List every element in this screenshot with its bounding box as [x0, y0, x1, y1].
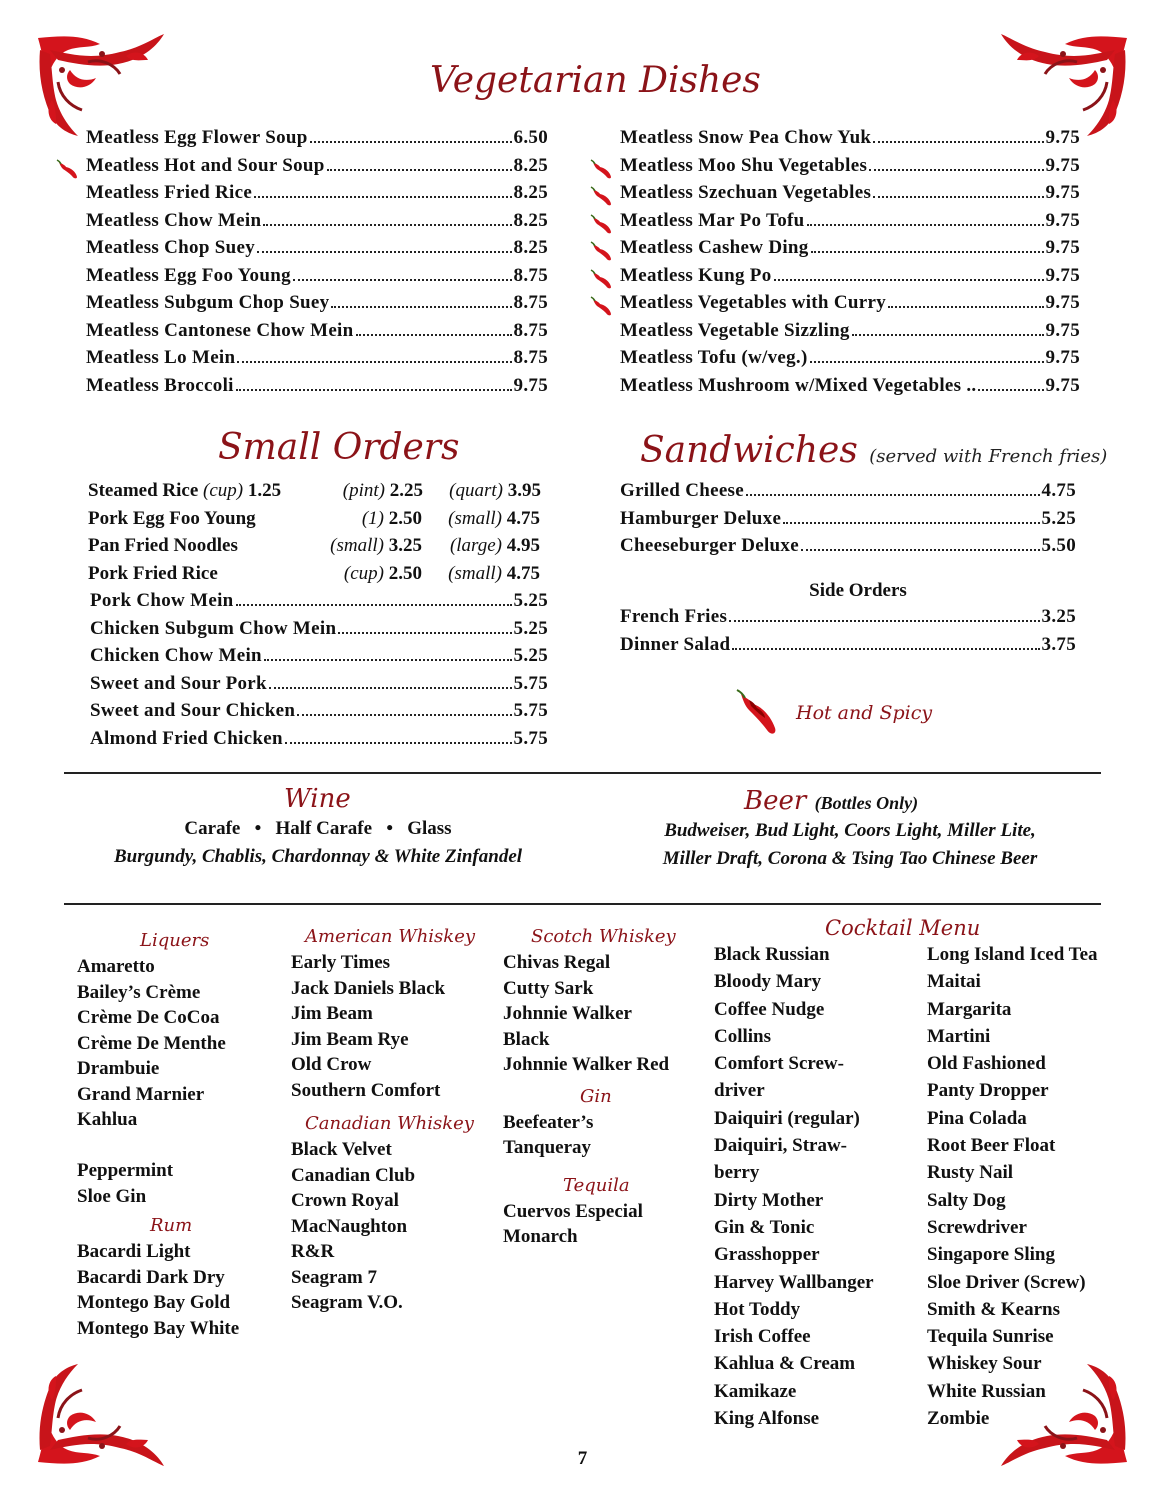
- drink-item: Jim Beam: [291, 1003, 373, 1024]
- menu-item-name-text: Steamed Rice: [88, 480, 199, 501]
- menu-item-row: [86, 127, 548, 155]
- menu-item-row: [86, 210, 548, 238]
- drink-item: Black Velvet: [291, 1139, 392, 1160]
- menu-item-price: 5.75: [513, 727, 548, 749]
- wine-sizes: [140, 818, 496, 840]
- size-price-cell: [423, 480, 541, 502]
- menu-item-price: 8.25: [513, 237, 548, 258]
- american-whiskey-list: [291, 952, 491, 1105]
- sandwiches-heading: [640, 430, 1107, 471]
- drink-item: Daiquiri, Straw-: [714, 1135, 847, 1157]
- menu-item-name: [88, 535, 284, 557]
- size-price-cell: [284, 508, 422, 530]
- drink-item: Bloody Mary: [714, 971, 822, 993]
- menu-item-name: Meatless Vegetable Sizzling: [620, 319, 850, 341]
- beer-heading: [744, 786, 918, 816]
- drink-item: Comfort Screw-: [714, 1053, 844, 1075]
- dot-leader: [746, 494, 1040, 496]
- menu-item-row: [86, 292, 548, 320]
- wine-varieties: Burgundy, Chablis, Chardonnay & White Zinfandel: [113, 846, 523, 867]
- chili-pepper-icon: [590, 269, 614, 289]
- sandwiches-title: Sandwiches: [640, 430, 858, 471]
- drink-item: Bacardi Dark Dry: [77, 1266, 225, 1288]
- menu-item-name: Meatless Broccoli: [86, 374, 234, 396]
- dot-leader: [356, 334, 512, 336]
- scotch-gin-tequila-column: [503, 922, 703, 1252]
- dot-leader: [264, 659, 512, 661]
- menu-item-price: 9.75: [1045, 264, 1080, 286]
- dot-leader: [237, 361, 511, 363]
- chili-pepper-icon: [590, 186, 614, 206]
- size-price: 2.50: [388, 507, 422, 529]
- menu-item-row: [620, 634, 1076, 662]
- drink-item: Sloe Gin: [77, 1185, 147, 1207]
- dot-leader: [888, 306, 1044, 308]
- drink-item: Drambuie: [77, 1058, 160, 1079]
- menu-item-price: 3.75: [1041, 633, 1076, 655]
- dot-leader: [732, 648, 1039, 650]
- menu-item-price: 9.75: [1045, 237, 1080, 258]
- menu-item-price: 9.75: [1045, 209, 1080, 231]
- menu-item-price: 5.25: [513, 590, 548, 611]
- drink-item: Cuervos Especial: [503, 1200, 643, 1222]
- size-price-cell: [285, 480, 423, 502]
- vegetarian-list-left: [86, 127, 548, 402]
- drink-item: Zombie: [927, 1408, 990, 1430]
- beer-list-line-1: Budweiser, Bud Light, Coors Light, Miller Lite,: [664, 820, 1036, 841]
- gin-list: [503, 1112, 703, 1163]
- wine-size-half-carafe: Half Carafe: [275, 818, 373, 839]
- dot-leader: [873, 141, 1043, 143]
- drink-item: MacNaughton: [291, 1215, 408, 1237]
- dot-leader: [285, 742, 512, 744]
- dot-leader: [801, 549, 1040, 551]
- size-label: (small): [448, 507, 502, 529]
- menu-item-row: [86, 155, 548, 183]
- drink-item: Smith & Kearns: [927, 1298, 1060, 1320]
- menu-item-name: Pork Chow Mein: [90, 590, 234, 611]
- menu-item-row: [86, 265, 548, 293]
- menu-item-name: [88, 480, 285, 502]
- drink-item: Chivas Regal: [503, 952, 611, 973]
- drink-item: Dirty Mother: [714, 1189, 824, 1211]
- menu-item-name: Sweet and Sour Chicken: [90, 700, 296, 721]
- menu-item-name: Chicken Chow Mein: [90, 645, 262, 666]
- menu-item-name: Meatless Subgum Chop Suey: [86, 292, 330, 313]
- drink-item: White Russian: [927, 1380, 1046, 1402]
- chili-pepper-icon: [590, 214, 614, 234]
- dot-leader: [263, 224, 511, 226]
- drink-item: Seagram V.O.: [291, 1292, 403, 1313]
- liqueurs-rum-column: [77, 926, 287, 1343]
- menu-item-price: 8.25: [513, 182, 548, 203]
- size-label: (small): [448, 562, 502, 584]
- drink-item: Canadian Club: [291, 1164, 416, 1186]
- menu-item-row: [620, 182, 1080, 210]
- drink-item: Whiskey Sour: [927, 1353, 1042, 1375]
- small-orders-list: [90, 590, 548, 755]
- menu-item-row: [90, 590, 548, 618]
- menu-item-name: Meatless Moo Shu Vegetables: [620, 154, 868, 176]
- drink-item: Montego Bay White: [77, 1317, 240, 1339]
- dot-leader: [257, 251, 512, 253]
- menu-item-row: [620, 127, 1080, 155]
- size-price: 1.25: [247, 480, 282, 501]
- menu-item-price: 5.25: [513, 645, 548, 666]
- small-orders-heading: Small Orders: [218, 427, 460, 468]
- menu-item-name: Meatless Fried Rice: [86, 182, 253, 203]
- menu-item-row: [90, 673, 548, 701]
- drink-item: Cutty Sark: [503, 977, 594, 999]
- size-price-cell: [422, 535, 540, 557]
- menu-item-price: 5.25: [513, 617, 548, 639]
- small-order-row: [88, 480, 548, 508]
- menu-item-name: [88, 563, 284, 585]
- drink-item: Old Crow: [291, 1054, 372, 1075]
- drink-item: Pina Colada: [927, 1107, 1027, 1129]
- beer-list-line-2: Miller Draft, Corona & Tsing Tao Chinese Beer: [662, 848, 1038, 869]
- dot-leader: [783, 522, 1039, 524]
- size-price-cell: [422, 563, 540, 585]
- menu-item-price: 9.75: [1045, 154, 1080, 176]
- menu-item-name: Meatless Kung Po: [620, 264, 772, 286]
- drink-item: Seagram 7: [291, 1266, 378, 1288]
- size-price-cell: [284, 563, 422, 585]
- wine-size-carafe: Carafe: [184, 818, 241, 839]
- drink-item: Crème De CoCoa: [77, 1007, 220, 1028]
- menu-item-row: [90, 645, 548, 673]
- dot-leader: [331, 306, 511, 308]
- drink-item: Margarita: [927, 998, 1012, 1020]
- menu-item-price: 8.75: [513, 264, 548, 286]
- menu-item-price: 9.75: [1045, 374, 1080, 396]
- size-label: (cup): [343, 562, 384, 584]
- menu-item-name-text: Pan Fried Noodles: [88, 535, 238, 556]
- chili-pepper-icon: [590, 159, 614, 179]
- size-price: 4.75: [506, 562, 540, 584]
- menu-item-price: 9.75: [1045, 127, 1080, 148]
- drink-item: Kahlua & Cream: [714, 1353, 856, 1375]
- side-orders-list: [620, 606, 1076, 661]
- scotch-whiskey-heading: Scotch Whiskey: [531, 926, 676, 947]
- menu-item-name-text: Pork Egg Foo Young: [88, 507, 256, 529]
- drink-item: Grand Marnier: [77, 1083, 205, 1105]
- menu-item-row: [90, 700, 548, 728]
- menu-item-name: Chicken Subgum Chow Mein: [90, 617, 337, 639]
- dot-leader: [338, 632, 511, 634]
- size-price-cell: [422, 508, 540, 530]
- menu-item-price: 3.25: [1041, 606, 1076, 627]
- menu-item-row: [620, 535, 1076, 563]
- menu-item-name: Dinner Salad: [620, 633, 731, 655]
- drink-item: Early Times: [291, 952, 391, 973]
- cocktail-list-left: [714, 944, 919, 1435]
- menu-item-row: [620, 480, 1076, 508]
- menu-item-price: 9.75: [1045, 319, 1080, 341]
- wine-heading: Wine: [284, 784, 351, 814]
- size-price: 4.95: [506, 535, 540, 556]
- menu-item-row: [90, 728, 548, 756]
- dot-leader: [774, 279, 1044, 281]
- drink-item: Kamikaze: [714, 1380, 797, 1402]
- menu-item-price: 8.75: [513, 347, 548, 368]
- vegetarian-list-right: [620, 127, 1080, 402]
- floral-corner-ornament-top-left: [30, 30, 170, 140]
- drink-item: Collins: [714, 1025, 772, 1047]
- size-price-cell: [284, 535, 422, 557]
- drink-item: Grasshopper: [714, 1244, 820, 1266]
- size-price: 4.75: [506, 507, 540, 529]
- drink-item: Gin & Tonic: [714, 1216, 815, 1238]
- drink-item: Monarch: [503, 1226, 578, 1247]
- menu-item-name: Almond Fried Chicken: [90, 727, 283, 749]
- menu-item-name: Meatless Lo Mein: [86, 347, 236, 368]
- drink-item: R&R: [291, 1241, 335, 1262]
- menu-item-name: Cheeseburger Deluxe: [620, 535, 799, 556]
- drink-item: Panty Dropper: [927, 1080, 1049, 1102]
- drink-item: Black: [503, 1028, 550, 1050]
- size-price: 2.25: [389, 480, 423, 501]
- drink-item: Salty Dog: [927, 1189, 1006, 1211]
- drink-item: Long Island Iced Tea: [927, 944, 1098, 965]
- dot-leader: [729, 620, 1039, 622]
- dot-leader: [807, 224, 1044, 226]
- menu-item-row: [620, 237, 1080, 265]
- drink-item: Crème De Menthe: [77, 1032, 226, 1054]
- beer-note: (Bottles Only): [814, 793, 919, 813]
- drink-item: Tanqueray: [503, 1137, 591, 1158]
- drink-item: Bailey’s Crème: [77, 981, 201, 1003]
- canadian-whiskey-heading: Canadian Whiskey: [305, 1113, 474, 1134]
- menu-item-price: 9.75: [1045, 182, 1080, 203]
- drink-item: [77, 1135, 287, 1161]
- drink-item: Peppermint: [77, 1160, 174, 1181]
- drink-item: Harvey Wallbanger: [714, 1271, 874, 1293]
- drink-item: Kahlua: [77, 1109, 138, 1130]
- drink-item: Johnnie Walker Red: [503, 1054, 670, 1075]
- menu-item-price: 8.75: [513, 292, 548, 313]
- menu-item-row: [620, 292, 1080, 320]
- menu-item-price: 5.50: [1041, 535, 1076, 556]
- menu-item-price: 8.75: [513, 319, 548, 341]
- drink-item: Martini: [927, 1025, 991, 1047]
- section-divider: [64, 903, 1101, 905]
- menu-item-price: 8.25: [513, 154, 548, 176]
- menu-item-name: Meatless Mar Po Tofu: [620, 209, 805, 231]
- menu-item-row: [86, 347, 548, 375]
- dot-leader: [869, 169, 1043, 171]
- menu-item-price: 9.75: [1045, 347, 1080, 368]
- drink-item: Root Beer Float: [927, 1135, 1056, 1157]
- drink-item: Sloe Driver (Screw): [927, 1271, 1086, 1293]
- drink-item: King Alfonse: [714, 1408, 820, 1430]
- drink-item: Jack Daniels Black: [291, 977, 446, 999]
- menu-item-name: Meatless Vegetables with Curry: [620, 292, 886, 313]
- liqueurs-heading: Liquers: [140, 930, 210, 951]
- menu-item-name: Meatless Cashew Ding: [620, 237, 809, 258]
- menu-item-name: Grilled Cheese: [620, 480, 744, 501]
- menu-item-name: Meatless Mushroom w/Mixed Vegetables ..: [620, 374, 977, 396]
- dot-leader: [236, 604, 512, 606]
- dot-leader: [873, 196, 1043, 198]
- size-price: 3.25: [388, 535, 422, 556]
- size-label: (large): [449, 535, 502, 556]
- size-price: 2.50: [388, 562, 422, 584]
- size-label: (1): [361, 507, 384, 529]
- size-price: 3.95: [507, 480, 541, 501]
- menu-item-price: 8.25: [513, 209, 548, 231]
- drink-item: Coffee Nudge: [714, 998, 825, 1020]
- menu-item-row: [620, 606, 1076, 634]
- menu-item-name: Meatless Snow Pea Chow Yuk: [620, 127, 872, 148]
- menu-item-name-text: Pork Fried Rice: [88, 562, 218, 584]
- dot-leader: [852, 334, 1044, 336]
- rum-list: [77, 1241, 287, 1343]
- menu-item-name: Sweet and Sour Pork: [90, 672, 267, 694]
- tequila-heading: Tequila: [563, 1174, 630, 1196]
- dot-leader: [269, 687, 512, 689]
- menu-item-row: [90, 618, 548, 646]
- menu-item-name: Meatless Szechuan Vegetables: [620, 182, 872, 203]
- american-whiskey-heading: American Whiskey: [305, 926, 476, 947]
- cocktail-menu-heading: Cocktail Menu: [825, 916, 981, 940]
- gin-heading: Gin: [580, 1085, 612, 1107]
- chili-pepper-icon: [56, 159, 80, 179]
- menu-item-name: Meatless Cantonese Chow Mein: [86, 319, 354, 341]
- sandwiches-note: (served with French fries): [869, 446, 1108, 467]
- menu-item-price: 5.75: [513, 700, 548, 721]
- page-number: 7: [577, 1448, 588, 1469]
- dot-leader: [810, 361, 1044, 363]
- menu-item-name: Meatless Egg Foo Young: [86, 264, 291, 286]
- drink-item: Singapore Sling: [927, 1244, 1055, 1266]
- drink-item: Jim Beam Rye: [291, 1028, 409, 1050]
- drink-item: Maitai: [927, 971, 981, 993]
- menu-item-name: Meatless Tofu (w/veg.): [620, 347, 808, 368]
- menu-item-row: [620, 375, 1080, 403]
- drink-item: Southern Comfort: [291, 1079, 441, 1101]
- sandwich-list: [620, 480, 1076, 563]
- canadian-whiskey-list: [291, 1139, 491, 1318]
- menu-item-price: 9.75: [513, 374, 548, 396]
- menu-item-row: [86, 237, 548, 265]
- size-label: (pint): [342, 480, 385, 501]
- drink-item: Old Fashioned: [927, 1053, 1046, 1075]
- drink-item: berry: [714, 1162, 760, 1184]
- small-order-row: [88, 508, 548, 536]
- drink-item: Daiquiri (regular): [714, 1107, 860, 1129]
- menu-item-row: [620, 210, 1080, 238]
- dot-leader: [310, 141, 512, 143]
- menu-item-row: [86, 375, 548, 403]
- drink-item: Screwdriver: [927, 1216, 1027, 1238]
- small-order-row: [88, 535, 548, 563]
- scotch-whiskey-list: [503, 952, 703, 1080]
- tequila-list: [503, 1201, 703, 1252]
- drink-item: driver: [714, 1080, 765, 1102]
- menu-item-row: [620, 155, 1080, 183]
- menu-item-name: Meatless Chow Mein: [86, 209, 262, 231]
- menu-item-price: 4.75: [1041, 480, 1076, 501]
- dot-leader: [978, 389, 1043, 391]
- menu-item-row: [620, 508, 1076, 536]
- drink-item: Crown Royal: [291, 1190, 399, 1211]
- menu-item-price: 5.75: [513, 672, 548, 694]
- cocktail-list-right: [927, 944, 1122, 1435]
- drink-item: Irish Coffee: [714, 1326, 811, 1348]
- chili-pepper-icon: [735, 688, 783, 738]
- size-label: (cup): [203, 480, 244, 501]
- drink-item: Montego Bay Gold: [77, 1292, 231, 1313]
- dot-leader: [811, 251, 1044, 253]
- menu-item-price: 6.50: [513, 127, 548, 148]
- floral-corner-ornament-top-right: [995, 30, 1135, 140]
- small-order-row: [88, 563, 548, 591]
- beer-title: Beer: [744, 786, 807, 816]
- drink-item: Bacardi Light: [77, 1241, 191, 1262]
- liqueurs-list: [77, 956, 287, 1211]
- menu-item-row: [86, 320, 548, 348]
- drink-item: Amaretto: [77, 956, 155, 977]
- side-orders-heading: Side Orders: [809, 580, 907, 601]
- menu-item-name: [88, 508, 284, 530]
- menu-item-row: [86, 182, 548, 210]
- whiskey-column: [291, 922, 491, 1318]
- bullet-separator: •: [386, 818, 393, 839]
- menu-item-name: Meatless Chop Suey: [86, 237, 256, 258]
- dot-leader: [293, 279, 512, 281]
- bullet-separator: •: [254, 818, 262, 839]
- drink-item: Tequila Sunrise: [927, 1326, 1054, 1348]
- drink-item: Hot Toddy: [714, 1298, 801, 1320]
- menu-item-price: 9.75: [1045, 292, 1080, 313]
- dot-leader: [254, 196, 511, 198]
- dot-leader: [327, 169, 512, 171]
- wine-size-glass: Glass: [407, 818, 452, 839]
- drink-item: Beefeater’s: [503, 1111, 594, 1133]
- small-orders-sized-list: [88, 480, 548, 590]
- rum-heading: Rum: [150, 1215, 193, 1236]
- size-label: (small): [330, 535, 384, 556]
- dot-leader: [297, 714, 511, 716]
- menu-item-row: [620, 347, 1080, 375]
- hot-and-spicy-label: Hot and Spicy: [796, 702, 933, 724]
- drink-item: Black Russian: [714, 944, 830, 965]
- chili-pepper-icon: [590, 296, 614, 316]
- dot-leader: [236, 389, 512, 391]
- size-label: (quart): [449, 480, 503, 501]
- menu-item-name: Meatless Hot and Sour Soup: [86, 154, 325, 176]
- menu-item-row: [620, 265, 1080, 293]
- menu-item-row: [620, 320, 1080, 348]
- drink-item: Rusty Nail: [927, 1162, 1014, 1184]
- menu-item-name: French Fries: [620, 606, 728, 627]
- chili-pepper-icon: [590, 241, 614, 261]
- menu-item-name: Hamburger Deluxe: [620, 507, 782, 529]
- vegetarian-heading: Vegetarian Dishes: [430, 60, 761, 101]
- menu-item-name: Meatless Egg Flower Soup: [86, 127, 308, 148]
- section-divider: [64, 772, 1101, 774]
- menu-item-price: 5.25: [1041, 507, 1076, 529]
- drink-item: Johnnie Walker: [503, 1003, 632, 1024]
